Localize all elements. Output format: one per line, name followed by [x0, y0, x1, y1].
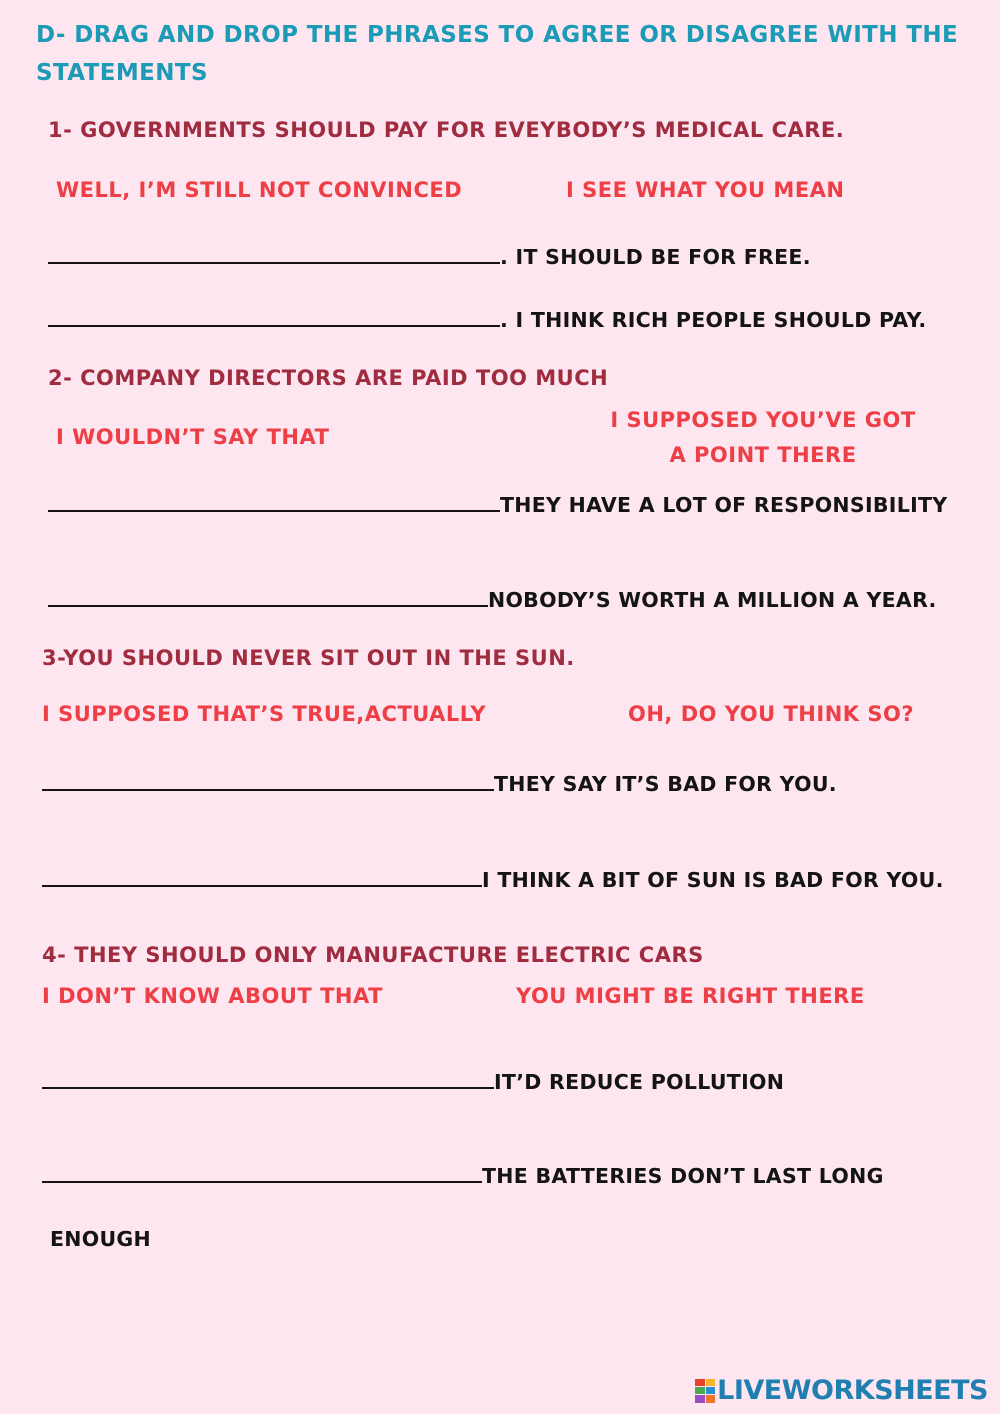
answer-row-4b [42, 1164, 884, 1188]
question-1: 1- GOVERNMENTS SHOULD PAY FOR EVEYBODY’S MEDICAL CARE. [48, 118, 845, 142]
logo-square [706, 1387, 716, 1394]
logo-text: LIVEWORKSHEETS [717, 1375, 988, 1406]
answer-row-2a [48, 493, 947, 517]
worksheet-title: D- DRAG AND DROP THE PHRASES TO AGREE OR DISAGREE WITH THE STATEMENTS [36, 22, 959, 86]
sentence-2a: THEY HAVE A LOT OF RESPONSIBILITY [500, 493, 948, 517]
phrase-2b-line-1: I SUPPOSED YOU’VE GOT [610, 408, 916, 432]
draggable-phrase-1b[interactable]: I SEE WHAT YOU MEAN [566, 178, 845, 202]
draggable-phrase-1a[interactable]: WELL, I’M STILL NOT CONVINCED [56, 178, 463, 202]
question-2: 2- COMPANY DIRECTORS ARE PAID TOO MUCH [48, 366, 609, 390]
logo-square [695, 1395, 705, 1402]
sentence-1b: . I THINK RICH PEOPLE SHOULD PAY. [500, 308, 927, 332]
sentence-4b-continuation: ENOUGH [50, 1227, 152, 1251]
liveworksheets-logo[interactable] [695, 1375, 988, 1406]
drop-blank-4a[interactable] [42, 1073, 494, 1089]
sentence-4a: IT’D REDUCE POLLUTION [494, 1070, 785, 1094]
logo-square [695, 1379, 705, 1386]
sentence-3b: I THINK A BIT OF SUN IS BAD FOR YOU. [482, 868, 944, 892]
answer-row-1a [48, 245, 811, 269]
draggable-phrase-4b[interactable]: YOU MIGHT BE RIGHT THERE [516, 984, 865, 1008]
question-3: 3-YOU SHOULD NEVER SIT OUT IN THE SUN. [42, 646, 575, 670]
draggable-phrase-3a[interactable]: I SUPPOSED THAT’S TRUE,ACTUALLY [42, 702, 487, 726]
logo-square [706, 1379, 716, 1386]
drop-blank-2a[interactable] [48, 496, 500, 512]
draggable-phrase-4a[interactable]: I DON’T KNOW ABOUT THAT [42, 984, 383, 1008]
sentence-1a: . IT SHOULD BE FOR FREE. [500, 245, 811, 269]
answer-row-3a [42, 772, 837, 796]
answer-row-2b [48, 588, 937, 612]
answer-row-4a [42, 1070, 784, 1094]
draggable-phrase-2b[interactable] [590, 403, 936, 473]
drop-blank-4b[interactable] [42, 1167, 482, 1183]
drop-blank-3a[interactable] [42, 775, 494, 791]
logo-square [695, 1387, 705, 1394]
phrase-2b-line-2: A POINT THERE [669, 443, 857, 467]
answer-row-3b [42, 868, 944, 892]
answer-row-1b [48, 308, 926, 332]
draggable-phrase-2a[interactable]: I WOULDN’T SAY THAT [56, 425, 330, 449]
drop-blank-3b[interactable] [42, 871, 482, 887]
drop-blank-2b[interactable] [48, 591, 488, 607]
sentence-4b: THE BATTERIES DON’T LAST LONG [482, 1164, 884, 1188]
question-4: 4- THEY SHOULD ONLY MANUFACTURE ELECTRIC CARS [42, 943, 704, 967]
logo-square [706, 1395, 716, 1402]
logo-mark-icon [695, 1379, 715, 1403]
drop-blank-1a[interactable] [48, 248, 500, 264]
drop-blank-1b[interactable] [48, 311, 500, 327]
sentence-3a: THEY SAY IT’S BAD FOR YOU. [494, 772, 837, 796]
sentence-2b: NOBODY’S WORTH A MILLION A YEAR. [488, 588, 937, 612]
draggable-phrase-3b[interactable]: OH, DO YOU THINK SO? [628, 702, 915, 726]
